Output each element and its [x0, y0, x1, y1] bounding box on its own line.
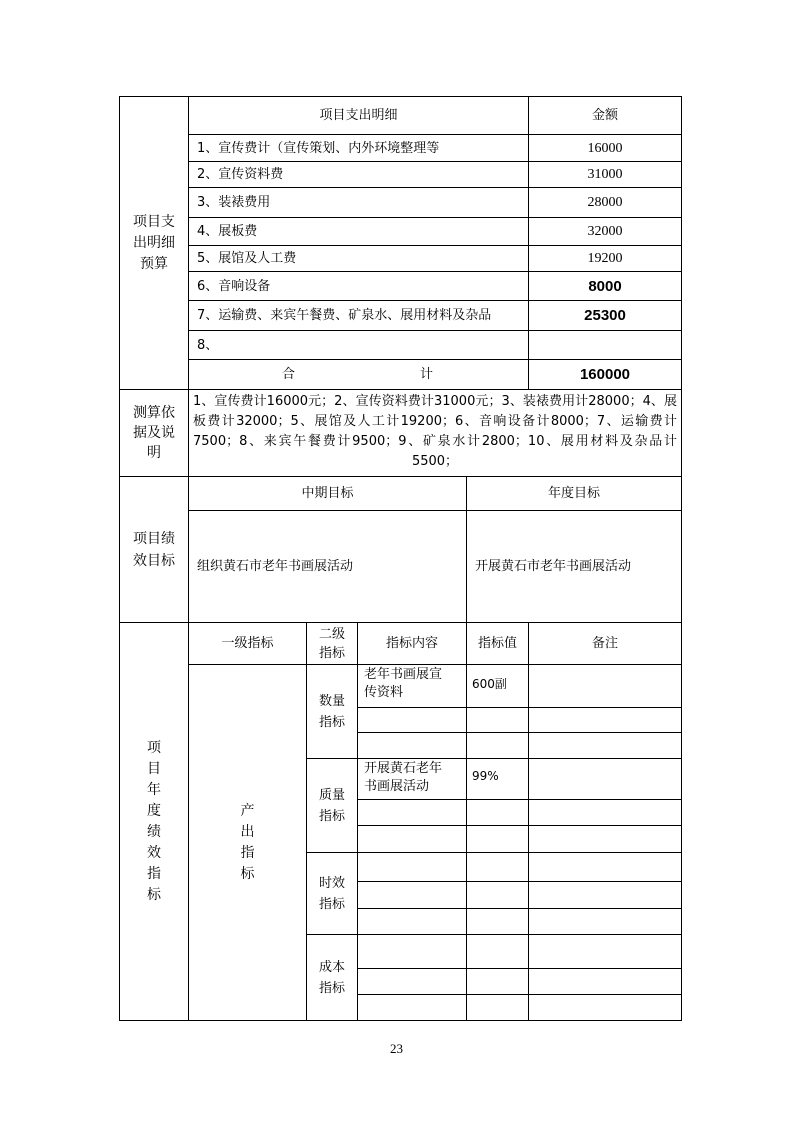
table-border-bottom	[119, 1020, 682, 1021]
table-line	[357, 994, 682, 995]
budget-row-amount: 8000	[588, 277, 622, 295]
budget-total-label-1: 合	[282, 367, 296, 382]
budget-row-item: 7、运输费、来宾午餐费、矿泉水、展用材料及杂品	[197, 308, 492, 323]
budget-row-item: 1、宣传费计（宣传策划、内外环境整理等	[197, 140, 440, 156]
budget-row-amount: 32000	[587, 224, 623, 239]
budget-row-item: 5、展馆及人工费	[197, 251, 297, 266]
budget-row-amount: 28000	[587, 195, 623, 210]
budget-row-amount: 25300	[584, 307, 626, 324]
table-border-right	[681, 96, 682, 1021]
indicator-value: 99%	[472, 769, 499, 783]
table-line	[119, 389, 682, 390]
indicator-content: 开展黄石老年 书画展活动	[364, 761, 443, 794]
goals-year-header: 年度目标	[547, 486, 600, 501]
budget-header-amount: 金额	[591, 108, 618, 123]
table-line	[357, 968, 682, 969]
table-line	[357, 732, 682, 733]
budget-row-item: 6、音响设备	[197, 278, 271, 294]
indicators-header-note: 备注	[591, 636, 618, 651]
indicators-side-label: 项 目 年 度 绩 效 指 标	[147, 739, 161, 903]
budget-row-item: 4、展板费	[197, 224, 258, 239]
indicators-header-level1: 一级指标	[221, 636, 274, 651]
indicators-header-level2: 二级 指标	[318, 626, 345, 661]
budget-row-amount: 19200	[587, 251, 623, 266]
indicators-group-time: 时效 指标	[318, 875, 345, 912]
budget-row-amount	[529, 331, 681, 359]
budget-header-item: 项目支出明细	[319, 108, 398, 123]
indicators-header-value: 指标值	[477, 636, 517, 651]
basis-side-label: 测算依 据及说 明	[133, 405, 175, 461]
goals-side-label: 项目绩 效目标	[133, 530, 175, 569]
budget-row-item: 3、装裱费用	[197, 195, 271, 210]
page-number: 23	[390, 1041, 403, 1056]
table-divider	[528, 622, 529, 1021]
indicator-content: 老年书画展宣 传资料	[364, 667, 443, 700]
table-line	[357, 799, 682, 800]
budget-row-amount: 16000	[587, 140, 623, 156]
indicators-group-quality: 质量 指标	[318, 787, 345, 824]
table-line	[357, 908, 682, 909]
goals-mid-header: 中期目标	[301, 486, 354, 501]
goals-mid-text: 组织黄石市老年书画展活动	[197, 559, 354, 574]
budget-total-label-2: 计	[420, 367, 434, 382]
indicators-level1-output: 产 出 指 标	[240, 802, 255, 882]
budget-row-item: 2、宣传资料费	[197, 167, 284, 182]
budget-row-item: 8、	[197, 337, 219, 353]
indicators-group-cost: 成本 指标	[318, 959, 345, 996]
indicators-header-content: 指标内容	[385, 636, 438, 651]
budget-total-amount: 160000	[579, 366, 631, 383]
table-divider	[357, 622, 358, 1021]
table-line	[306, 934, 682, 935]
basis-text: 1、宣传费计16000元；2、宣传资料费计31000元；3、装裱费用计28000；4、展板费计32000；5、展馆及人工计19200；6、音响设备计8000；7、运输费计7500；8、来宾午餐费计9500；9、矿泉水计2800；10、展用材料及杂品计5500；	[193, 394, 677, 469]
table-line	[357, 707, 682, 708]
goals-year-text: 开展黄石市老年书画展活动	[475, 559, 632, 574]
budget-side-label: 项目支 出明细 预算	[133, 213, 175, 272]
table-line	[357, 881, 682, 882]
indicator-value: 600副	[472, 677, 507, 691]
indicators-group-quantity: 数量 指标	[318, 693, 345, 730]
budget-row-amount: 31000	[587, 167, 623, 182]
table-line	[357, 825, 682, 826]
table-line	[306, 852, 682, 853]
table-divider	[466, 622, 467, 1021]
